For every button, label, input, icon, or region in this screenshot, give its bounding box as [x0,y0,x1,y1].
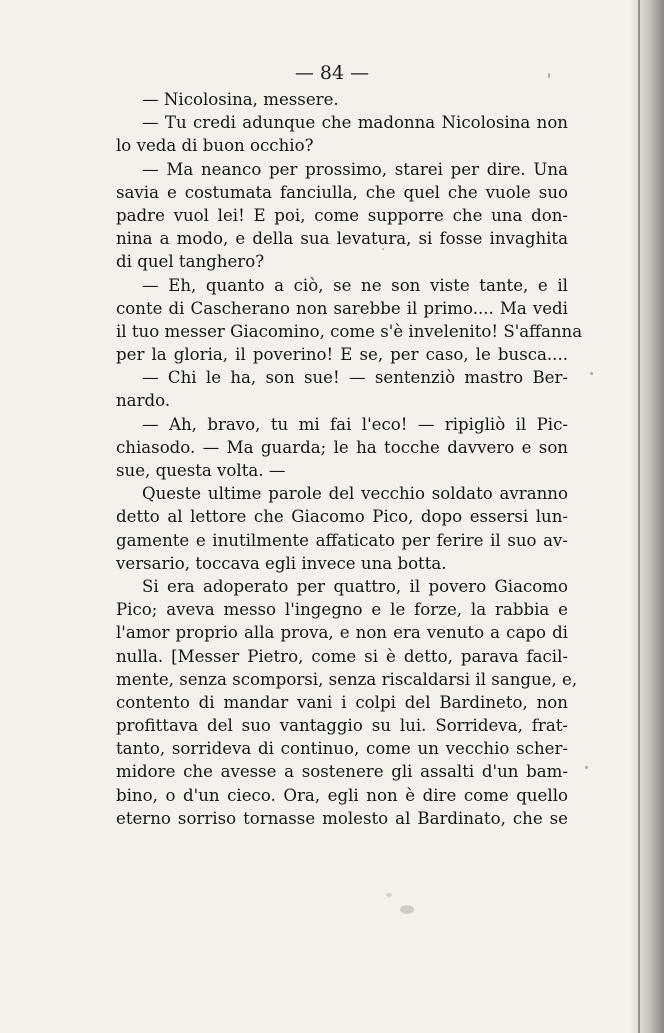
text-line: detto al lettore che Giacomo Pico, dopo essersi lun- [116,507,568,527]
text-line: tanto, sorrideva di continuo, come un vecchio scher- [116,739,568,759]
paper-speck [590,372,593,375]
text-line: midore che avesse a sostenere gli assalti d'un bam- [116,762,568,782]
text-line: — Ah, bravo, tu mi fai l'eco! — ripigliò il Pic- [142,414,568,434]
paper-speck [548,73,550,78]
text-line: nardo. [116,391,171,411]
text-line: — Nicolosina, messere. [142,90,339,109]
body-text [116,88,583,830]
text-line: nina a modo, e della sua levatura, si fosse invaghita [116,229,568,249]
text-line: l'amor proprio alla prova, e non era venuto a capo di [116,623,568,643]
text-line: — Eh, quanto a ciò, se ne son viste tante, e il [142,275,568,295]
text-line: — Chi le ha, son sue! — sentenziò mastro Ber- [142,368,568,388]
text-line: conte di Cascherano non sarebbe il primo.... Ma vedi [116,298,568,318]
text-line: nulla. [Messer Pietro, come si è detto, parava facil- [116,646,568,666]
text-line: contento di mandar vani i colpi del Bardineto, non [116,692,568,712]
paper-speck [400,905,414,914]
text-line: Si era adoperato per quattro, il povero Giacomo [142,576,568,596]
text-line: Queste ultime parole del vecchio soldato avranno [142,484,568,504]
text-line: sue, questa volta. — [116,461,286,480]
text-line: eterno sorriso tornasse molesto al Bardinato, che se [116,808,568,828]
text-line: di quel tanghero? [116,252,265,272]
text-line: il tuo messer Giacomino, come s'è invelenito! S'affanna [116,321,583,341]
text-line: lo veda di buon occhio? [116,136,314,156]
text-line: — Ma neanco per prossimo, starei per dire. Una [142,159,568,179]
page-edge-shadow [630,0,664,1033]
text-line: Pico; aveva messo l'ingegno e le forze, la rabbia e [116,600,568,620]
text-line: bino, o d'un cieco. Ora, egli non è dire come quello [116,785,568,805]
text-line: per la gloria, il poverino! E se, per caso, le busca.... [116,345,568,365]
text-line: chiasodo. — Ma guarda; le ha tocche davvero e son [116,437,568,457]
text-line: savia e costumata fanciulla, che quel che vuole suo [116,182,568,202]
paper-speck [585,766,588,769]
page-fold-line [638,0,640,1033]
text-line: profittava del suo vantaggio su lui. Sorrideva, frat- [116,716,568,736]
text-line: — Tu credi adunque che madonna Nicolosina non [142,113,568,133]
paper-speck [382,248,384,250]
page-number: — 84 — [294,62,370,84]
text-line: padre vuol lei! E poi, come supporre che una don- [116,205,568,225]
text-line: mente, senza scomporsi, senza riscaldarsi il sangue, e, [116,669,578,689]
text-line: gamente e inutilmente affaticato per ferire il suo av- [116,530,568,550]
text-line: versario, toccava egli invece una botta. [116,553,447,573]
paper-speck [386,893,392,897]
